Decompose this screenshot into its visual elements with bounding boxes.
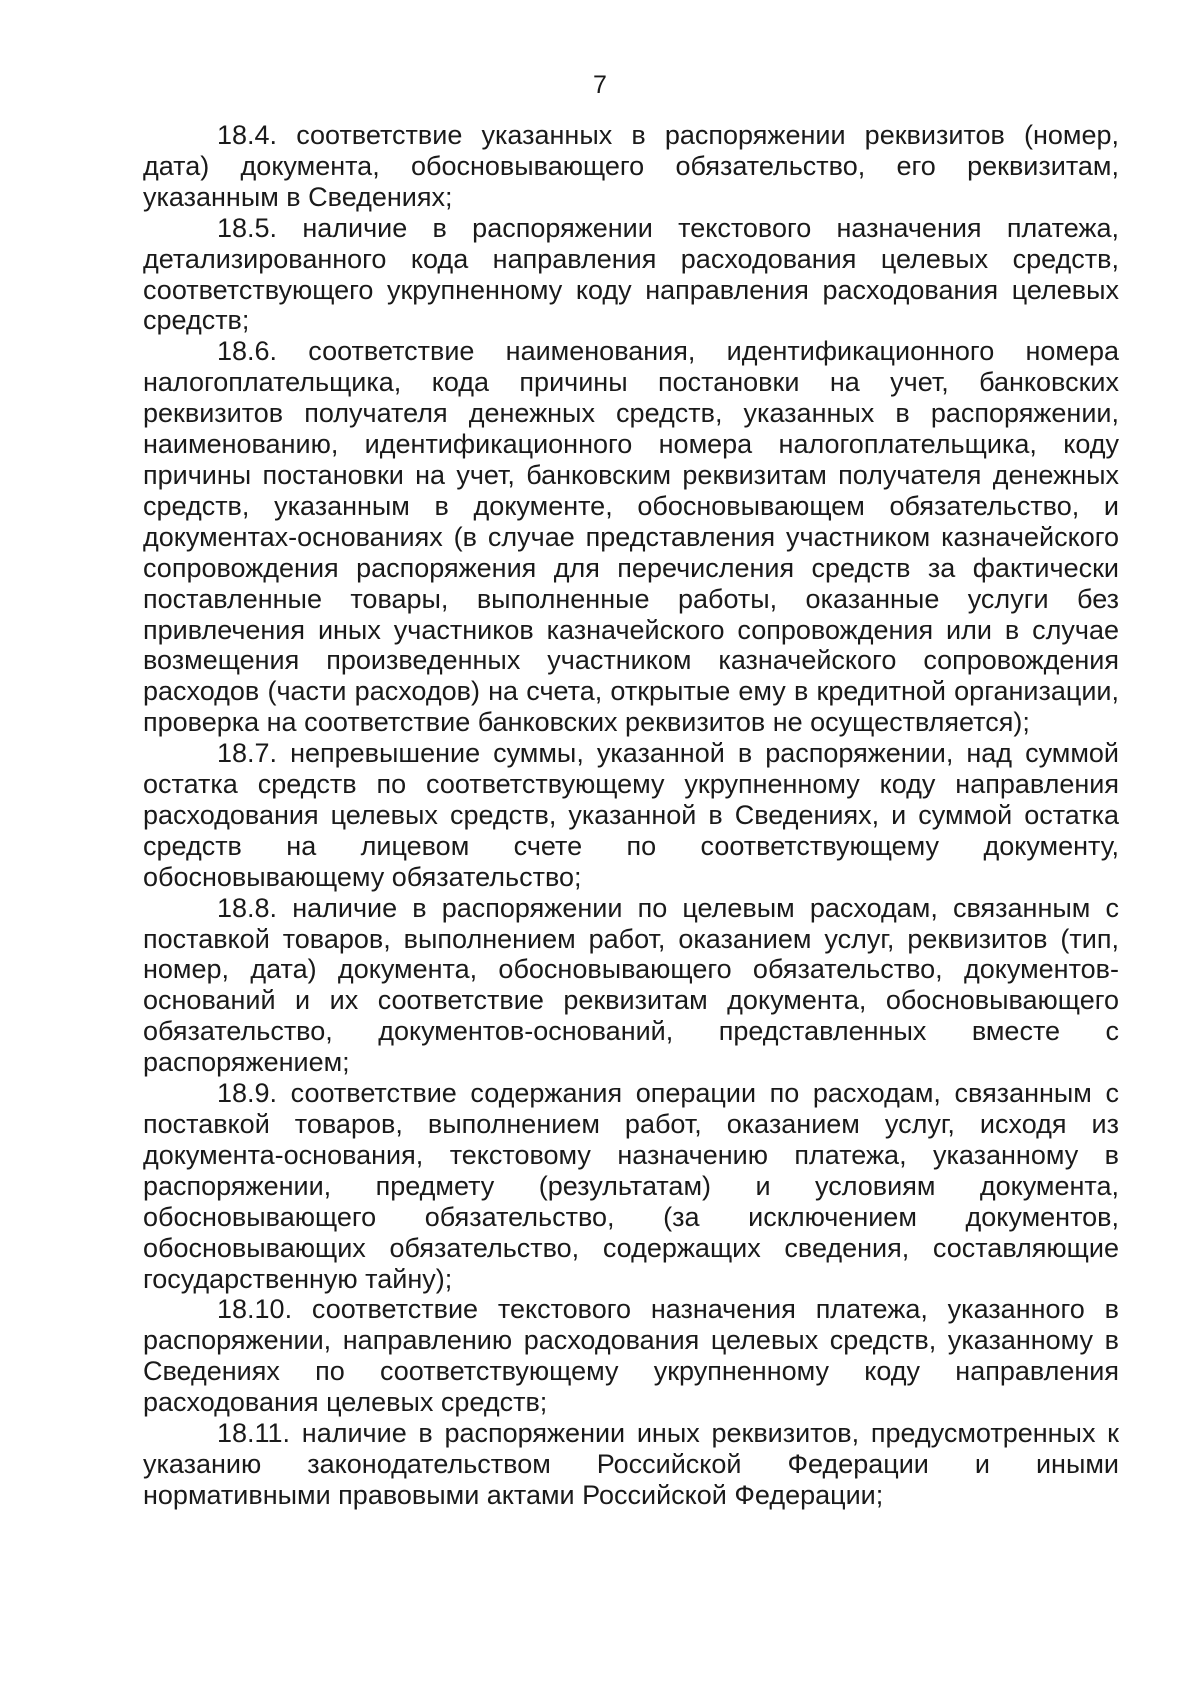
paragraph-18-10: 18.10. соответствие текстового назначения платежа, указанного в распоряжении, направлению расходования целевых средств, указанному в Сведениях по соответствующему укрупненному коду направления расходования целевых средств; — [143, 1294, 1119, 1418]
paragraph-18-11: 18.11. наличие в распоряжении иных реквизитов, предусмотренных к указанию законодательством Российской Федерации и иными нормативными правовыми актами Российской Федерации; — [143, 1418, 1119, 1510]
paragraph-18-8: 18.8. наличие в распоряжении по целевым расходам, связанным с поставкой товаров, выполнением работ, оказанием услуг, реквизитов (тип, номер, дата) документа, обосновывающего обязательство, документов-оснований и их соответствие реквизитам документа, обосновывающего обязательство, документов-оснований, представленных вместе с распоряжением; — [143, 892, 1119, 1078]
paragraph-18-5: 18.5. наличие в распоряжении текстового назначения платежа, детализированного кода направления расходования целевых средств, соответствующего укрупненному коду направления расходования целевых средств; — [143, 212, 1119, 336]
paragraph-18-9: 18.9. соответствие содержания операции по расходам, связанным с поставкой товаров, выполнением работ, оказанием услуг, исходя из документа-основания, текстовому назначению платежа, указанному в распоряжении, предмету (результатам) и условиям документа, обосновывающего обязательство, (за исключением документов, обосновывающих обязательство, содержащих сведения, составляющие государственную тайну); — [143, 1078, 1119, 1294]
paragraph-18-4: 18.4. соответствие указанных в распоряжении реквизитов (номер, дата) документа, обосновывающего обязательство, его реквизитам, указанным в Сведениях; — [143, 120, 1119, 212]
page-number: 7 — [593, 71, 607, 99]
paragraph-18-6: 18.6. соответствие наименования, идентификационного номера налогоплательщика, кода причины постановки на учет, банковских реквизитов получателя денежных средств, указанных в распоряжении, наименованию, идентификационного номера налогоплательщика, коду причины постановки на учет, банковским реквизитам получателя денежных средств, указанным в документе, обосновывающем обязательство, и документах-основаниях (в случае представления участником казначейского сопровождения распоряжения для перечисления средств за фактически поставленные товары, выполненные работы, оказанные услуги без привлечения иных участников казначейского сопровождения или в случае возмещения произведенных участником казначейского сопровождения расходов (части расходов) на счета, открытые ему в кредитной организации, проверка на соответствие банковских реквизитов не осуществляется); — [143, 336, 1119, 738]
document-body — [143, 120, 1119, 1511]
paragraph-18-7: 18.7. непревышение суммы, указанной в распоряжении, над суммой остатка средств по соответствующему укрупненному коду направления расходования целевых средств, указанной в Сведениях, и суммой остатка средств на лицевом счете по соответствующему документу, обосновывающему обязательство; — [143, 738, 1119, 892]
